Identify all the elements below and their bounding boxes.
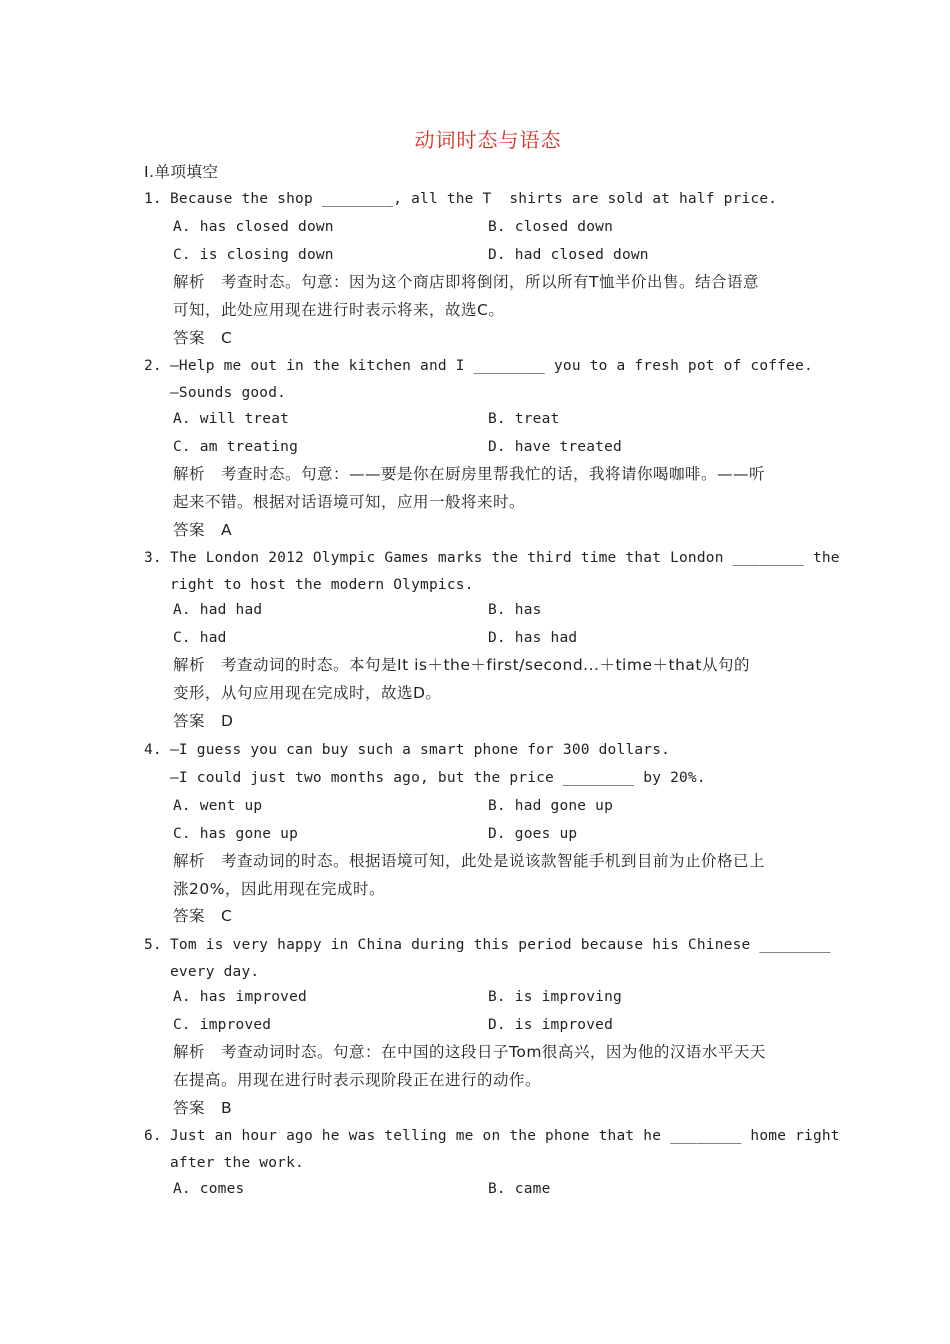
- analysis-line: 解析 考查动词的时态。本句是It is＋the＋first/second...＋time＋that从句的: [173, 656, 750, 674]
- analysis-line: 解析 考查动词的时态。根据语境可知，此处是说该款智能手机到目前为止价格已上: [173, 852, 766, 870]
- question-stem: right to host the modern Olympics.: [170, 577, 474, 593]
- option-a: A. went up: [173, 798, 263, 814]
- option-b: B. came: [488, 1181, 551, 1197]
- answer: 答案 D: [173, 712, 234, 730]
- question-stem: after the work.: [170, 1155, 304, 1171]
- question-stem: Just an hour ago he was telling me on the phone that he ________ home right: [170, 1128, 840, 1144]
- question-number: 2.: [144, 358, 162, 374]
- analysis-line: 解析 考查时态。句意：——要是你在厨房里帮我忙的话，我将请你喝咖啡。——听: [173, 465, 766, 483]
- question-stem: —Sounds good.: [170, 385, 287, 401]
- option-d: D. has had: [488, 630, 578, 646]
- answer: 答案 C: [173, 907, 233, 925]
- option-c: C. am treating: [173, 439, 299, 455]
- question-number: 1.: [144, 191, 162, 207]
- analysis-line: 解析 考查动词时态。句意：在中国的这段日子Tom很高兴，因为他的汉语水平天天: [173, 1043, 766, 1061]
- option-a: A. had had: [173, 602, 263, 618]
- question-number: 6.: [144, 1128, 162, 1144]
- option-b: B. has: [488, 602, 542, 618]
- option-a: A. has closed down: [173, 219, 334, 235]
- option-d: D. goes up: [488, 826, 578, 842]
- analysis-line: 可知，此处应用现在进行时表示将来，故选C。: [173, 301, 505, 319]
- answer: 答案 A: [173, 521, 233, 539]
- question-stem: Tom is very happy in China during this period because his Chinese ________: [170, 937, 831, 953]
- option-a: A. has improved: [173, 989, 307, 1005]
- question-number: 5.: [144, 937, 162, 953]
- question-number: 3.: [144, 550, 162, 566]
- question-stem: —I guess you can buy such a smart phone for 300 dollars.: [170, 742, 671, 758]
- option-b: B. is improving: [488, 989, 622, 1005]
- question-stem: The London 2012 Olympic Games marks the third time that London ________ the: [170, 550, 840, 566]
- option-d: D. had closed down: [488, 247, 649, 263]
- option-a: A. will treat: [173, 411, 290, 427]
- option-a: A. comes: [173, 1181, 245, 1197]
- question-stem: Because the shop ________, all the T shirts are sold at half price.: [170, 191, 778, 207]
- analysis-line: 变形，从句应用现在完成时，故选D。: [173, 684, 442, 702]
- option-b: B. had gone up: [488, 798, 614, 814]
- answer: 答案 C: [173, 329, 233, 347]
- analysis-line: 解析 考查时态。句意：因为这个商店即将倒闭，所以所有T恤半价出售。结合语意: [173, 273, 759, 291]
- question-stem: every day.: [170, 964, 260, 980]
- option-c: C. has gone up: [173, 826, 299, 842]
- option-b: B. treat: [488, 411, 560, 427]
- question-number: 4.: [144, 742, 162, 758]
- question-stem: —Help me out in the kitchen and I ________ you to a fresh pot of coffee.: [170, 358, 813, 374]
- option-c: C. improved: [173, 1017, 272, 1033]
- analysis-line: 起来不错。根据对话语境可知，应用一般将来时。: [173, 493, 526, 511]
- option-d: D. have treated: [488, 439, 622, 455]
- section-heading: Ⅰ.单项填空: [144, 163, 219, 181]
- page-title: 动词时态与语态: [414, 128, 562, 152]
- option-c: C. had: [173, 630, 227, 646]
- answer: 答案 B: [173, 1099, 233, 1117]
- option-d: D. is improved: [488, 1017, 614, 1033]
- question-stem: —I could just two months ago, but the price ________ by 20%.: [170, 770, 706, 786]
- option-b: B. closed down: [488, 219, 614, 235]
- analysis-line: 涨20%，因此用现在完成时。: [173, 880, 385, 898]
- analysis-line: 在提高。用现在进行时表示现阶段正在进行的动作。: [173, 1071, 542, 1089]
- option-c: C. is closing down: [173, 247, 334, 263]
